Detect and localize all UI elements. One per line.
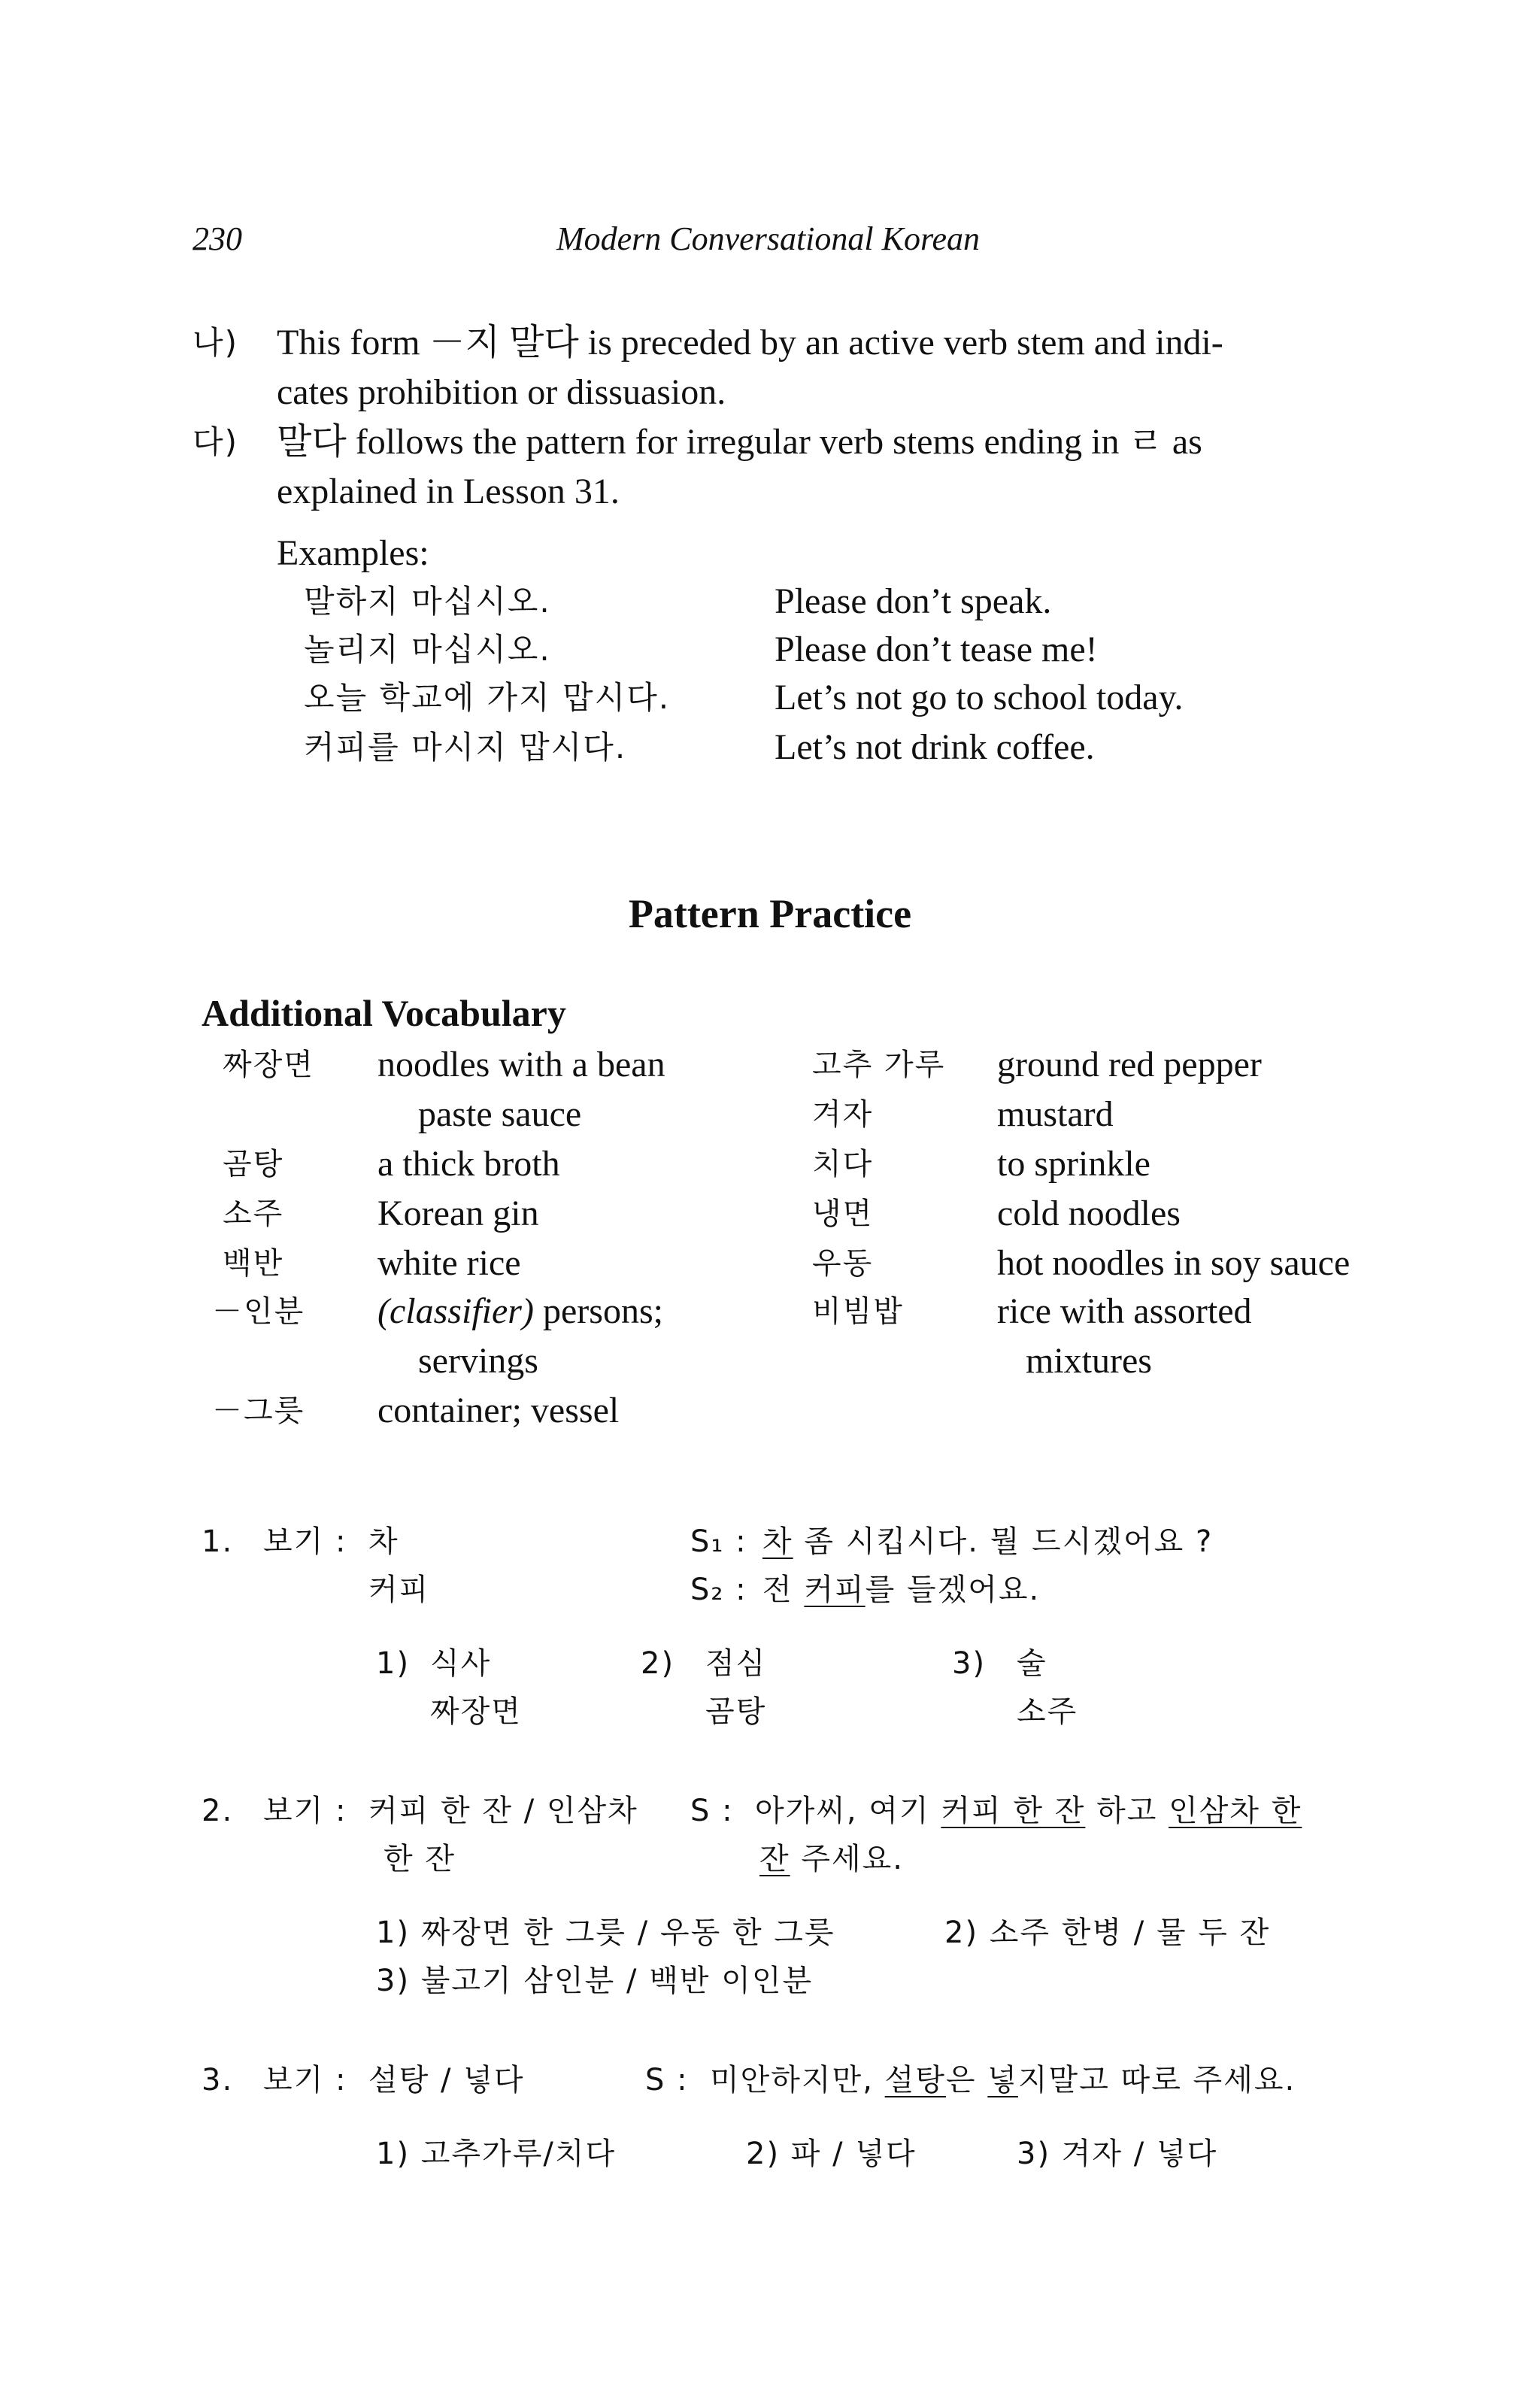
drill-item-number: 1)	[376, 2137, 411, 2171]
vocab-korean: 비빔밥	[812, 1294, 904, 1329]
drill-cue: 차	[368, 1524, 399, 1559]
drill-item-cue: 파 / 넣다	[790, 2137, 917, 2171]
drill-substitution: 차	[762, 1524, 793, 1559]
drill-number: 1.	[202, 1524, 234, 1559]
example-korean: 말하지 마십시오.	[304, 583, 551, 620]
drill-speaker-label: S₁ :	[690, 1524, 747, 1559]
drill-item	[376, 2130, 616, 2178]
vocab-korean: 냉면	[812, 1197, 874, 1231]
drill-item-cue: 식사	[430, 1646, 492, 1681]
drill-item	[1017, 2130, 1217, 2178]
drill-substitution: 커피 한 잔	[941, 1794, 1086, 1828]
vocab-classifier-italic: (classifier)	[377, 1291, 534, 1331]
drill-sentence	[755, 1787, 1302, 1835]
vocab-korean: 겨자	[812, 1097, 874, 1132]
drill-example-label: 보기 :	[263, 1794, 347, 1828]
drill-sentence-text: 미안하지만,	[710, 2063, 885, 2097]
note-marker-na: 나)	[192, 324, 238, 361]
vocab-english: hot noodles in soy sauce	[997, 1243, 1351, 1283]
drill-cue: 한 잔	[383, 1842, 456, 1876]
drill-example-label: 보기 :	[263, 2063, 347, 2097]
drill-item: 1) 짜장면 한 그릇 / 우동 한 그릇	[376, 1915, 835, 1950]
drill-cue: 커피	[368, 1573, 430, 1607]
drill-item-cue: 술	[1017, 1646, 1047, 1681]
vocab-english-cont: mixtures	[1026, 1341, 1152, 1381]
vocab-english: mustard	[997, 1094, 1114, 1134]
note-na-line2: cates prohibition or dissuasion.	[277, 372, 726, 412]
vocab-english: cold noodles	[997, 1194, 1181, 1233]
drill-number: 2.	[202, 1794, 234, 1828]
example-korean: 놀리지 마십시오.	[304, 631, 551, 668]
example-english: Let’s not drink coffee.	[775, 727, 1095, 767]
drill-item-number: 2)	[641, 1646, 675, 1681]
drill-item-cue: 짜장면	[430, 1694, 522, 1729]
drill-item-cue: 점심	[705, 1646, 767, 1681]
drill-substitution: 설탕	[884, 2063, 946, 2097]
drill-item	[746, 2130, 917, 2178]
drill-cue: 설탕 / 넣다	[368, 2063, 525, 2097]
vocab-korean: 치다	[812, 1147, 874, 1181]
example-english: Please don’t tease me!	[775, 629, 1098, 669]
vocab-korean: 백반	[223, 1246, 284, 1281]
vocab-english: ground red pepper	[997, 1045, 1262, 1084]
vocab-english: a thick broth	[377, 1144, 560, 1184]
drill-sentence-text: 전	[762, 1573, 805, 1607]
drill-sentence	[762, 1566, 1040, 1614]
drill-item-number: 3)	[952, 1646, 987, 1681]
example-korean: 커피를 마시지 맙시다.	[304, 729, 627, 766]
example-english: Please don’t speak.	[775, 581, 1052, 621]
vocab-korean: 고추 가루	[812, 1048, 946, 1082]
drill-item-number: 1)	[376, 1646, 411, 1681]
drill-speaker-label: S :	[645, 2063, 689, 2097]
drill-speaker-label: S₂ :	[690, 1573, 747, 1607]
drill-number: 3.	[202, 2063, 234, 2097]
note-da-line2: explained in Lesson 31.	[277, 472, 620, 511]
drill-substitution: 넣	[987, 2063, 1018, 2097]
vocab-english-rest: persons;	[533, 1291, 663, 1331]
example-english: Let’s not go to school today.	[775, 678, 1184, 717]
drill-example-label: 보기 :	[263, 1524, 347, 1559]
drill-sentence-text: 지말고 따로 주세요.	[1017, 2063, 1296, 2097]
vocab-korean: －그릇	[212, 1394, 305, 1428]
vocab-english	[377, 1288, 663, 1336]
vocab-english: white rice	[377, 1243, 521, 1283]
vocab-heading: Additional Vocabulary	[202, 992, 566, 1034]
drill-sentence-text: 하고	[1085, 1794, 1169, 1828]
note-na-line1: This form －지 말다 is preceded by an active verb stem and indi-	[277, 323, 1223, 362]
vocab-english: noodles with a bean	[377, 1045, 665, 1084]
drill-item: 2) 소주 한병 / 물 두 잔	[944, 1915, 1271, 1950]
running-title: Modern Conversational Korean	[556, 220, 980, 257]
drill-sentence-text: 주세요.	[790, 1842, 904, 1876]
note-da-line1: 말다 follows the pattern for irregular verb stems ending in ㄹ as	[277, 422, 1202, 462]
drill-item-cue: 곰탕	[705, 1694, 767, 1729]
drill-item-number: 3)	[1017, 2137, 1051, 2171]
vocab-korean: 소주	[223, 1197, 284, 1231]
drill-sentence	[710, 2056, 1296, 2104]
drill-substitution: 잔	[759, 1842, 790, 1876]
vocab-english-cont: paste sauce	[418, 1094, 582, 1134]
drill-item-cue: 소주	[1017, 1694, 1078, 1729]
drill-sentence	[759, 1835, 904, 1883]
drill-substitution: 커피	[804, 1573, 865, 1607]
vocab-korean: 짜장면	[223, 1048, 314, 1082]
note-marker-da: 다)	[192, 423, 238, 460]
vocab-english: Korean gin	[377, 1194, 539, 1233]
drill-cue: 커피 한 잔 / 인삼차	[368, 1794, 638, 1828]
vocab-korean: －인분	[212, 1294, 305, 1329]
examples-heading: Examples:	[277, 533, 429, 573]
drill-sentence	[762, 1518, 1213, 1566]
drill-sentence-text: 좀 시킵시다. 뭘 드시겠어요 ?	[793, 1524, 1214, 1559]
vocab-english: container; vessel	[377, 1391, 620, 1430]
vocab-english: to sprinkle	[997, 1144, 1150, 1184]
vocab-english-cont: servings	[418, 1341, 538, 1381]
drill-item-number: 2)	[746, 2137, 781, 2171]
drill-substitution: 인삼차 한	[1169, 1794, 1302, 1828]
example-korean: 오늘 학교에 가지 맙시다.	[304, 679, 671, 716]
vocab-korean: 곰탕	[223, 1147, 284, 1181]
drill-sentence-text: 은	[945, 2063, 988, 2097]
drill-sentence-text: 를 들겠어요.	[865, 1573, 1041, 1607]
section-title: Pattern Practice	[628, 891, 912, 936]
page-number: 230	[192, 220, 242, 257]
vocab-korean: 우동	[812, 1246, 874, 1281]
drill-speaker-label: S :	[690, 1794, 734, 1828]
drill-sentence-text: 아가씨, 여기	[755, 1794, 941, 1828]
drill-item-cue: 고추가루/치다	[420, 2137, 617, 2171]
vocab-english: rice with assorted	[997, 1291, 1252, 1331]
drill-item-cue: 겨자 / 넣다	[1061, 2137, 1218, 2171]
drill-item: 3) 불고기 삼인분 / 백반 이인분	[376, 1964, 814, 1998]
